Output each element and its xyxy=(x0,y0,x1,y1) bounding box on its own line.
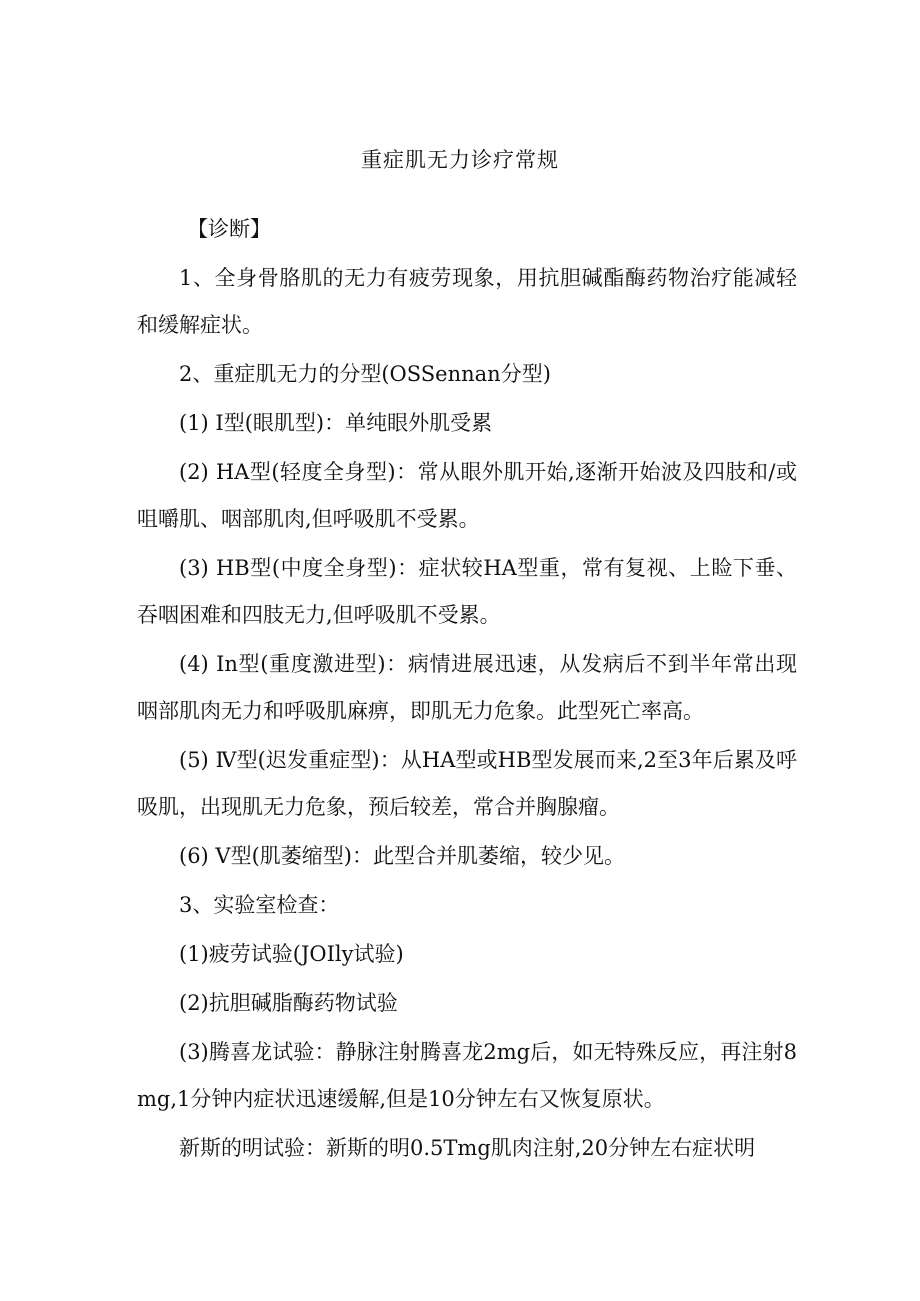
paragraph: (2) HA型(轻度全身型)：常从眼外肌开始,逐渐开始波及四肢和/或咀嚼肌、咽部肌肉,但呼吸肌不受累。 xyxy=(137,460,797,531)
paragraph: (1) Ⅰ型(眼肌型)：单纯眼外肌受累 xyxy=(179,411,493,435)
document-title: 重症肌无力诊疗常规 xyxy=(361,148,559,172)
section-heading: 【诊断】 xyxy=(187,217,271,241)
paragraph: (3)腾喜龙试验：静脉注射腾喜龙2mg后，如无特殊反应，再注射8mg,1分钟内症状迅速缓解,但是10分钟左右又恢复原状。 xyxy=(137,1040,797,1111)
paragraph: (1)疲劳试验(JOIly试验) xyxy=(179,942,404,966)
paragraph: (2)抗胆碱脂酶药物试验 xyxy=(179,991,398,1015)
paragraph: (5) Ⅳ型(迟发重症型)：从HA型或HB型发展而来,2至3年后累及呼吸肌，出现肌无力危象，预后较差，常合并胸腺瘤。 xyxy=(137,748,797,819)
paragraph: 2、重症肌无力的分型(OSSennan分型) xyxy=(179,362,551,386)
document-body xyxy=(137,206,797,1172)
paragraph: 3、实验室检查： xyxy=(179,893,340,917)
paragraph: (3) HB型(中度全身型)：症状较HA型重，常有复视、上睑下垂、吞咽困难和四肢无力,但呼吸肌不受累。 xyxy=(137,556,797,627)
paragraph: (6) Ⅴ型(肌萎缩型)：此型合并肌萎缩，较少见。 xyxy=(179,844,625,868)
paragraph: (4) In型(重度激进型)：病情进展迅速，从发病后不到半年常出现咽部肌肉无力和呼吸肌麻痹，即肌无力危象。此型死亡率高。 xyxy=(137,652,797,723)
paragraph: 新斯的明试验：新斯的明0.5Tmg肌肉注射,20分钟左右症状明 xyxy=(179,1136,756,1160)
paragraph: 1、全身骨胳肌的无力有疲劳现象，用抗胆碱酯酶药物治疗能减轻和缓解症状。 xyxy=(137,266,797,337)
